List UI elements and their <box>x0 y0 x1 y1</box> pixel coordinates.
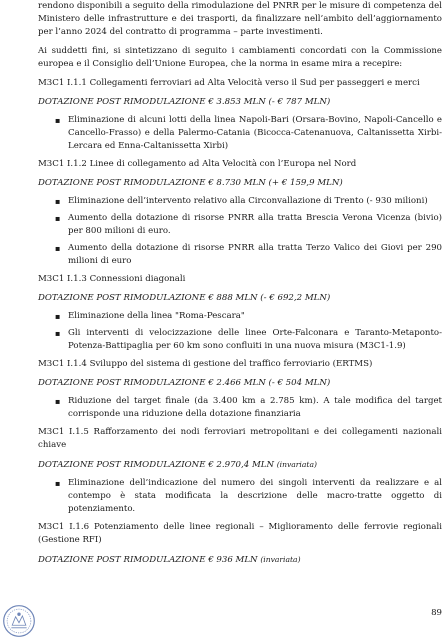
bullet-item: ▪ Aumento della dotazione di risorse PNRR alla tratta Brescia Verona Vicenza (bivio) per 800 milioni di euro. <box>68 212 442 238</box>
section-heading: M3C1 I.1.4 Sviluppo del sistema di gestione del traffico ferroviario (ERTMS) <box>38 359 373 369</box>
section-heading: M3C1 I.1.5 Rafforzamento dei nodi ferroviari metropolitani e dei collegamenti nazionali chiave <box>38 427 442 450</box>
document-page <box>38 0 442 572</box>
bullet-item: ▪ Eliminazione dell’indicazione del numero dei singoli interventi da realizzare e al contempo è stata modificata la descrizione delle macro-tratte oggetto di potenziamento. <box>68 477 442 516</box>
dotazione-note: (invariata) <box>276 460 317 469</box>
bullet-item: ▪ Eliminazione dell’intervento relativo alla Circonvallazione di Trento (- 930 milioni) <box>68 195 442 208</box>
dotazione-line: DOTAZIONE POST RIMODULAZIONE € 2.466 MLN (- € 504 MLN) <box>38 378 331 388</box>
section-heading: M3C1 I.1.1 Collegamenti ferroviari ad Alta Velocità verso il Sud per passeggeri e merci <box>38 78 420 88</box>
bullet-list <box>38 395 442 421</box>
dotazione-text: DOTAZIONE POST RIMODULAZIONE € 2.970,4 MLN <box>38 460 274 470</box>
bullet-item: ▪ Eliminazione della linea "Roma-Pescara" <box>68 310 442 323</box>
bullet-list <box>38 477 442 516</box>
bullet-item: ▪ Aumento della dotazione di risorse PNRR alla tratta Terzo Valico dei Giovi per 290 milioni di euro <box>68 242 442 268</box>
page-number: 89 <box>431 608 442 618</box>
bullet-item: ▪ Riduzione del target finale (da 3.400 km a 2.785 km). A tale modifica del target corrisponde una riduzione della dotazione finanziaria <box>68 395 442 421</box>
section-heading: M3C1 I.1.2 Linee di collegamento ad Alta Velocità con l’Europa nel Nord <box>38 159 357 169</box>
senate-seal-icon <box>2 604 36 638</box>
bullet-list <box>38 195 442 268</box>
bullet-list <box>38 114 442 153</box>
dotazione-line: DOTAZIONE POST RIMODULAZIONE € 8.730 MLN (+ € 159,9 MLN) <box>38 178 343 188</box>
dotazione-line <box>38 458 442 472</box>
dotazione-line: DOTAZIONE POST RIMODULAZIONE € 3.853 MLN (- € 787 MLN) <box>38 97 331 107</box>
dotazione-line <box>38 553 442 567</box>
summary-paragraph: Ai suddetti fini, si sintetizzano di seguito i cambiamenti concordati con la Commissione europea e il Consiglio dell’Unione Europea, che la norma in esame mira a recepire: <box>38 46 442 69</box>
bullet-list <box>38 310 442 353</box>
dotazione-note: (invariata) <box>260 555 301 564</box>
dotazione-line: DOTAZIONE POST RIMODULAZIONE € 888 MLN (- € 692,2 MLN) <box>38 293 331 303</box>
section-heading: M3C1 I.1.3 Connessioni diagonali <box>38 274 186 284</box>
bullet-item: ▪ Eliminazione di alcuni lotti della linea Napoli-Bari (Orsara-Bovino, Napoli-Cancello e Cancello-Frasso) e della Palermo-Catania (Bicocca-Catenanuova, Caltanissetta Xirbi-Lercara ed Enna-Caltanissetta Xirbi) <box>68 114 442 153</box>
section-heading: M3C1 I.1.6 Potenziamento delle linee regionali – Miglioramento delle ferrovie regionali (Gestione RFI) <box>38 522 442 545</box>
dotazione-text: DOTAZIONE POST RIMODULAZIONE € 936 MLN <box>38 555 258 565</box>
bullet-item: ▪ Gli interventi di velocizzazione delle linee Orte-Falconara e Taranto-Metaponto-Potenza-Battipaglia per 60 km sono confluiti in una nuova misura (M3C1-1.9) <box>68 327 442 353</box>
intro-paragraph: rendono disponibili a seguito della rimodulazione del PNRR per le misure di competenza del Ministero delle infrastrutture e dei trasporti, da finalizzare nell’ambito dell’aggiornamento per l’anno 2024 del contratto di programma – parte investimenti. <box>38 1 442 37</box>
